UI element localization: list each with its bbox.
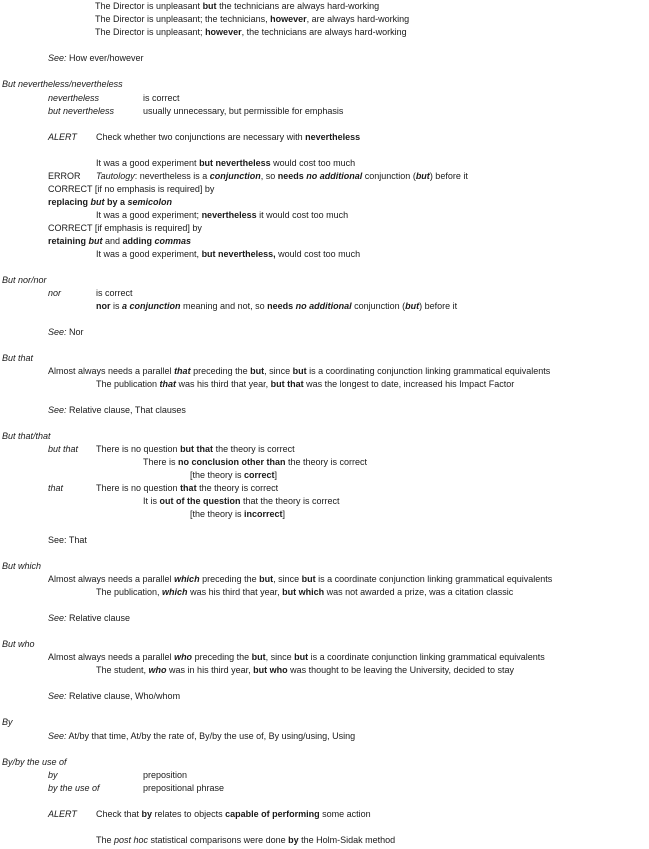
example-sentence: There is no question but that the theory is correct (96, 444, 295, 454)
correct-label: CORRECT [if no emphasis is required] by (48, 184, 215, 194)
entry-term: but nevertheless (48, 106, 115, 116)
entry-definition: is correct (143, 93, 180, 103)
entry-heading: But nevertheless/nevertheless (2, 79, 123, 89)
entry-definition: is correct (96, 288, 133, 298)
entry-term: by (48, 770, 58, 780)
entry-term: that (48, 483, 64, 493)
rule-text: Almost always needs a parallel that preceding the but, since but is a coordinating conjunction linking grammatical equivalents (48, 366, 551, 376)
explanation-text: nor is a conjunction meaning and not, so needs no additional conjunction (but) before it (96, 301, 458, 311)
example-sentence: There is no conclusion other than the theory is correct (143, 457, 368, 467)
see-reference: See: How ever/however (48, 53, 144, 63)
see-reference: See: Nor (48, 327, 84, 337)
see-reference: See: At/by that time, At/by the rate of, By/by the use of, By using/using, Using (48, 731, 356, 741)
alert-label: ALERT (48, 809, 77, 819)
example-sentence: There is no question that the theory is correct (96, 483, 279, 493)
example-sentence: It is out of the question that the theory is correct (143, 496, 340, 506)
entry-heading: But which (2, 561, 42, 571)
example-sentence: The post hoc statistical comparisons were done by the Holm-Sidak method (96, 835, 396, 845)
entry-definition: preposition (143, 770, 188, 780)
correct-label: CORRECT [if emphasis is required] by (48, 223, 202, 233)
entry-term: nor (48, 288, 62, 298)
example-sentence: The Director is unpleasant; the technicians, however, are always hard-working (95, 14, 410, 24)
see-reference: See: Relative clause, Who/whom (48, 691, 181, 701)
entry-definition: prepositional phrase (143, 783, 225, 793)
entry-definition: usually unnecessary, but permissible for emphasis (143, 106, 344, 116)
correction-method: replacing but by a semicolon (48, 197, 173, 207)
error-text: Tautology: nevertheless is a conjunction, so needs no additional conjunction (but) before it (96, 171, 468, 181)
example-sentence: The publication, which was his third that year, but which was not awarded a prize, was a citation classic (96, 587, 514, 597)
entry-term: by the use of (48, 783, 100, 793)
example-sentence: The Director is unpleasant; however, the technicians are always hard-working (95, 27, 407, 37)
error-label: ERROR (48, 171, 81, 181)
example-sentence: It was a good experiment; nevertheless it would cost too much (96, 210, 349, 220)
see-reference: See: Relative clause, That clauses (48, 405, 186, 415)
entry-heading: By (2, 717, 13, 727)
example-sentence: The Director is unpleasant but the technicians are always hard-working (95, 1, 380, 11)
meaning-note: [the theory is correct] (190, 470, 278, 480)
entry-heading: But nor/nor (2, 275, 47, 285)
entry-heading: By/by the use of (2, 757, 67, 767)
entry-term: nevertheless (48, 93, 100, 103)
rule-text: Almost always needs a parallel who preceding the but, since but is a coordinate conjunction linking grammatical equivalents (48, 652, 545, 662)
entry-heading: But that/that (2, 431, 51, 441)
alert-label: ALERT (48, 132, 77, 142)
see-reference: See: That (48, 535, 87, 545)
entry-term: but that (48, 444, 79, 454)
example-sentence: It was a good experiment, but nevertheless, would cost too much (96, 249, 361, 259)
alert-text: Check whether two conjunctions are necessary with nevertheless (96, 132, 361, 142)
example-sentence: It was a good experiment but nevertheless would cost too much (96, 158, 356, 168)
meaning-note: [the theory is incorrect] (190, 509, 286, 519)
see-reference: See: Relative clause (48, 613, 131, 623)
example-sentence: The publication that was his third that year, but that was the longest to date, increased his Impact Factor (96, 379, 515, 389)
alert-text: Check that by relates to objects capable of performing some action (96, 809, 371, 819)
rule-text: Almost always needs a parallel which preceding the but, since but is a coordinate conjunction linking grammatical equivalents (48, 574, 553, 584)
correction-method: retaining but and adding commas (48, 236, 192, 246)
entry-heading: But that (2, 353, 34, 363)
example-sentence: The student, who was in his third year, but who was thought to be leaving the University, decided to stay (96, 665, 515, 675)
entry-heading: But who (2, 639, 35, 649)
